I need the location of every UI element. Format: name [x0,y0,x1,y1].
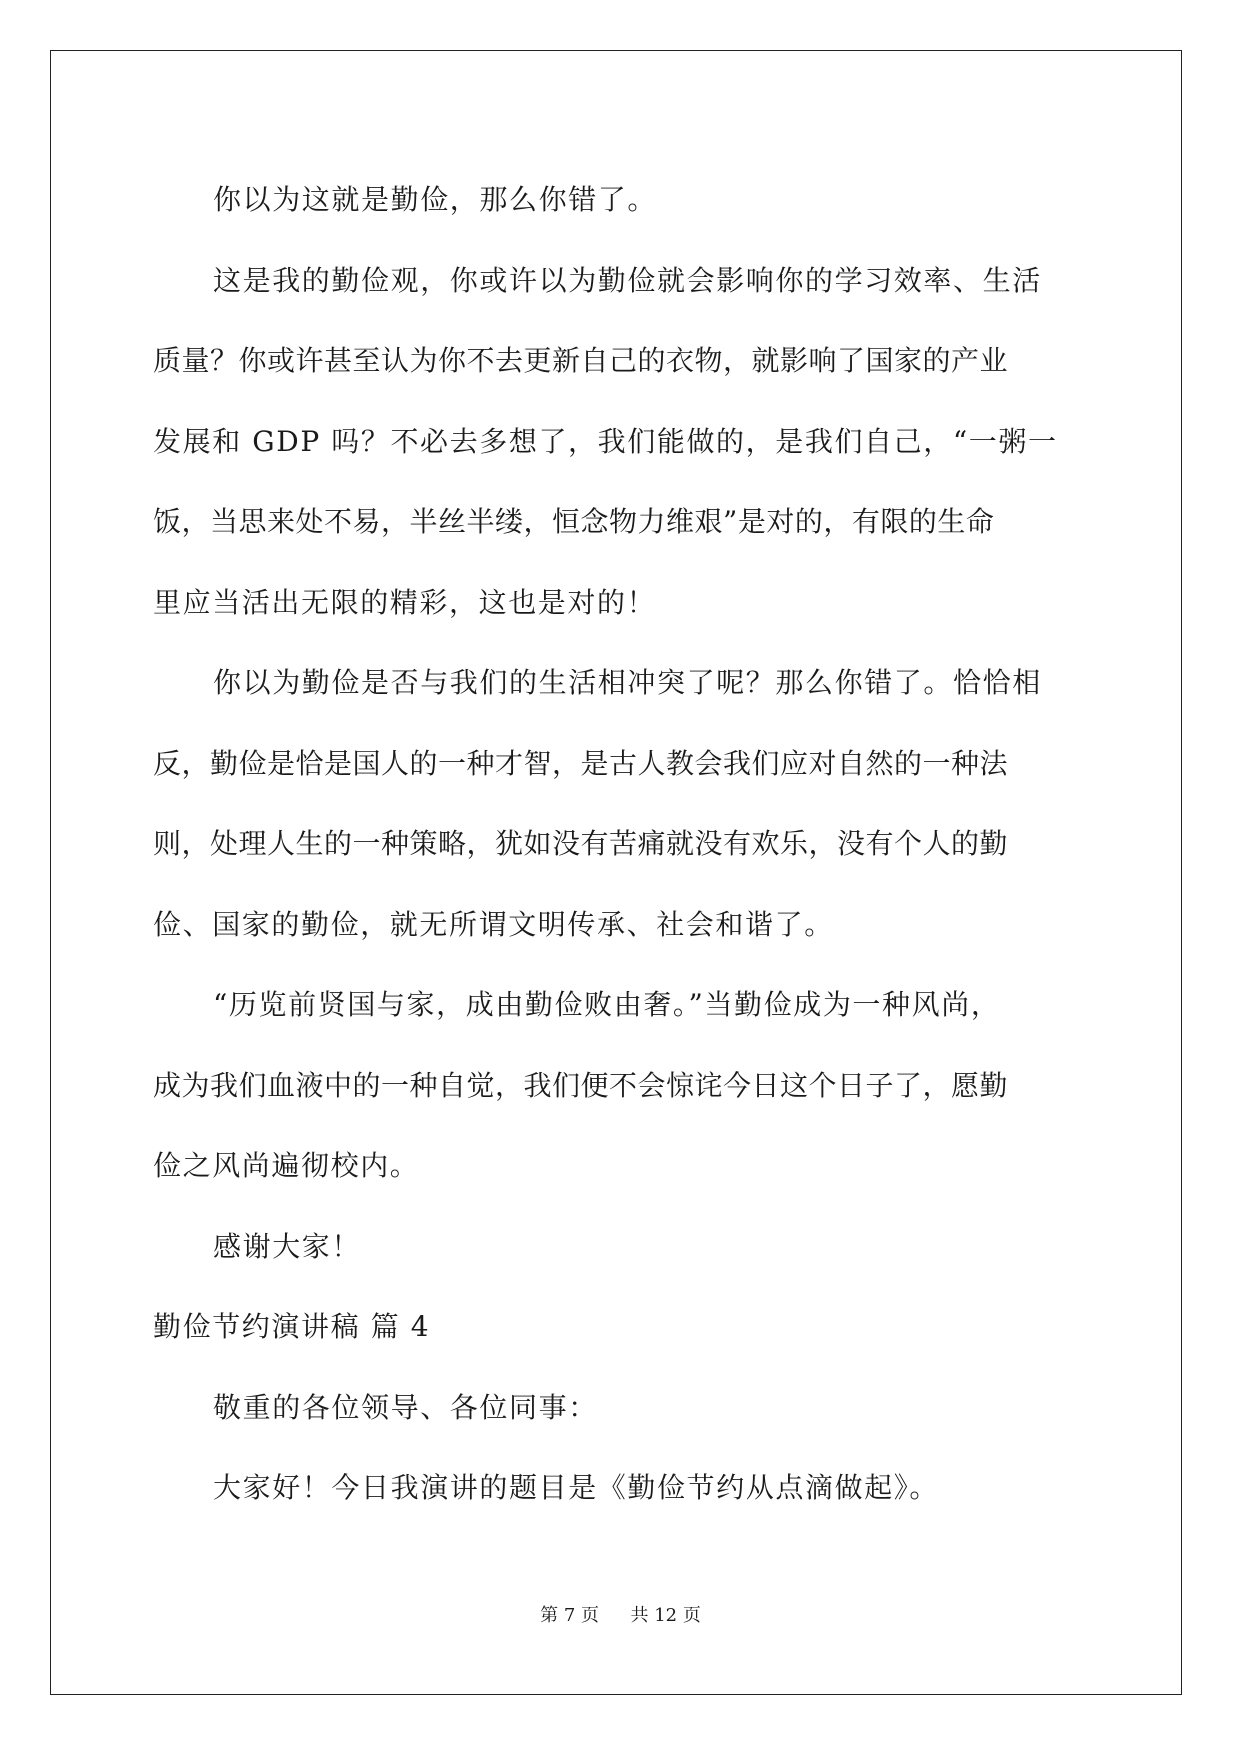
paragraph-line: 反，勤俭是恰是国人的一种才智，是古人教会我们应对自然的一种法 [153,746,1009,780]
page-number-current: 第 7 页 [540,1605,600,1626]
paragraph-line: “历览前贤国与家，成由勤俭败由奢。”当勤俭成为一种风尚， [213,988,1001,1021]
page-footer [0,1604,1241,1628]
paragraph-line: 质量？你或许甚至认为你不去更新自己的衣物，就影响了国家的产业 [153,344,1009,377]
paragraph-line: 俭、国家的勤俭，就无所谓文明传承、社会和谐了。 [153,907,834,941]
paragraph-line: 饭，当思来处不易，半丝半缕，恒念物力维艰”是对的，有限的生命 [153,505,995,538]
paragraph-line: 这是我的勤俭观，你或许以为勤俭就会影响你的学习效率、生活 [213,263,1042,297]
paragraph-line: 则，处理人生的一种策略，犹如没有苦痛就没有欢乐，没有个人的勤 [153,827,1009,860]
page-number-total: 共 12 页 [630,1605,701,1626]
document-body [153,160,1083,1529]
paragraph-line: 感谢大家！ [213,1229,362,1263]
paragraph-line: 成为我们血液中的一种自觉，我们便不会惊诧今日这个日子了，愿勤 [153,1068,1009,1102]
paragraph-line: 里应当活出无限的精彩，这也是对的！ [153,585,657,619]
paragraph-line: 大家好！今日我演讲的题目是《勤俭节约从点滴做起》。 [213,1471,940,1504]
paragraph-line: 俭之风尚遍彻校内。 [153,1149,420,1182]
paragraph-line: 你以为勤俭是否与我们的生活相冲突了呢？那么你错了。恰恰相 [213,666,1042,699]
section-heading: 勤俭节约演讲稿 篇 4 [153,1310,431,1343]
paragraph-line: 敬重的各位领导、各位同事： [213,1390,598,1424]
paragraph-line: 你以为这就是勤俭，那么你错了。 [213,183,658,216]
paragraph-line: 发展和 GDP 吗？不必去多想了，我们能做的，是我们自己，“一粥一 [153,424,1058,458]
